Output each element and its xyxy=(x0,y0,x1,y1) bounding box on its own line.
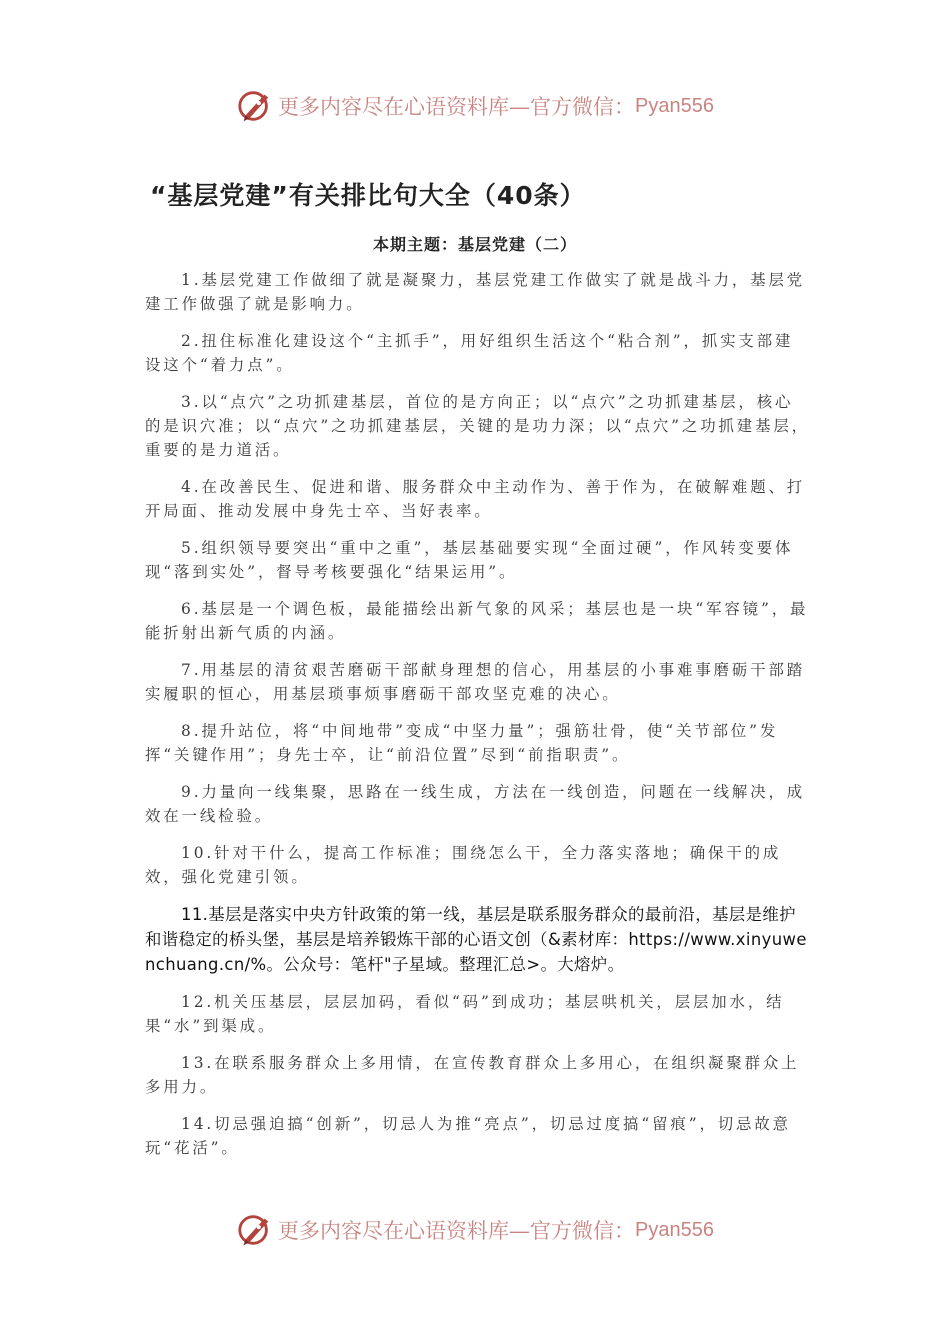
watermark-id: Pyan556 xyxy=(635,94,714,117)
pen-logo-icon xyxy=(236,1211,274,1249)
footer-watermark xyxy=(0,1208,950,1252)
paragraph: 1.基层党建工作做细了就是凝聚力，基层党建工作做实了就是战斗力，基层党建工作做强了就是影响力。 xyxy=(145,271,806,313)
paragraph: 11.基层是落实中央方针政策的第一线，基层是联系服务群众的最前沿，基层是维护和谐稳定的桥头堡，基层是培养锻炼干部的心语文创（&素材库：https://www.xinyuwenchuang.cn/%。公众号：笔杆"子星域。整理汇总>。大熔炉。 xyxy=(145,905,807,974)
watermark-id: Pyan556 xyxy=(635,1218,714,1241)
page-title: “基层党建”有关排比句大全（40条） xyxy=(150,181,586,210)
paragraph: 12.机关压基层，层层加码，看似“码”到成功；基层哄机关，层层加水，结果“水”到渠成。 xyxy=(145,993,785,1035)
paragraph: 14.切忌强迫搞“创新”，切忌人为推“亮点”，切忌过度搞“留痕”，切忌故意玩“花活”。 xyxy=(145,1115,791,1157)
watermark-text: 更多内容尽在心语资料库—官方微信： xyxy=(278,95,636,119)
paragraph: 9.力量向一线集聚，思路在一线生成，方法在一线创造，问题在一线解决，成效在一线检验。 xyxy=(145,783,806,825)
paragraph: 13.在联系服务群众上多用情，在宣传教育群众上多用心，在组织凝聚群众上多用力。 xyxy=(145,1054,800,1096)
paragraph: 4.在改善民生、促进和谐、服务群众中主动作为、善于作为，在破解难题、打开局面、推动发展中身先士卒、当好表率。 xyxy=(145,478,806,520)
document-body xyxy=(145,268,811,1173)
paragraph: 5.组织领导要突出“重中之重”，基层基础要实现“全面过硬”，作风转变要体现“落到实处”，督导考核要强化“结果运用”。 xyxy=(145,539,794,581)
paragraph: 6.基层是一个调色板，最能描绘出新气象的风采；基层也是一块“军容镜”，最能折射出新气质的内涵。 xyxy=(145,600,809,642)
header-watermark xyxy=(0,84,950,128)
paragraph: 2.扭住标准化建设这个“主抓手”，用好组织生活这个“粘合剂”，抓实支部建设这个“着力点”。 xyxy=(145,332,794,374)
paragraph: 10.针对干什么，提高工作标准；围绕怎么干，全力落实落地；确保干的成效，强化党建引领。 xyxy=(145,844,782,886)
paragraph: 7.用基层的清贫艰苦磨砺干部献身理想的信心，用基层的小事难事磨砺干部踏实履职的恒心，用基层琐事烦事磨砺干部攻坚克难的决心。 xyxy=(145,661,806,703)
paragraph: 3.以“点穴”之功抓建基层，首位的是方向正；以“点穴”之功抓建基层，核心的是识穴准；以“点穴”之功抓建基层，关键的是功力深；以“点穴”之功抓建基层，重要的是力道活。 xyxy=(145,393,810,459)
paragraph: 8.提升站位，将“中间地带”变成“中坚力量”；强筋壮骨，使“关节部位”发挥“关键作用”；身先士卒，让“前沿位置”尽到“前指职责”。 xyxy=(145,722,779,764)
page-subtitle: 本期主题：基层党建（二） xyxy=(372,235,577,254)
pen-logo-icon xyxy=(236,87,274,125)
watermark-text: 更多内容尽在心语资料库—官方微信： xyxy=(278,1219,636,1243)
